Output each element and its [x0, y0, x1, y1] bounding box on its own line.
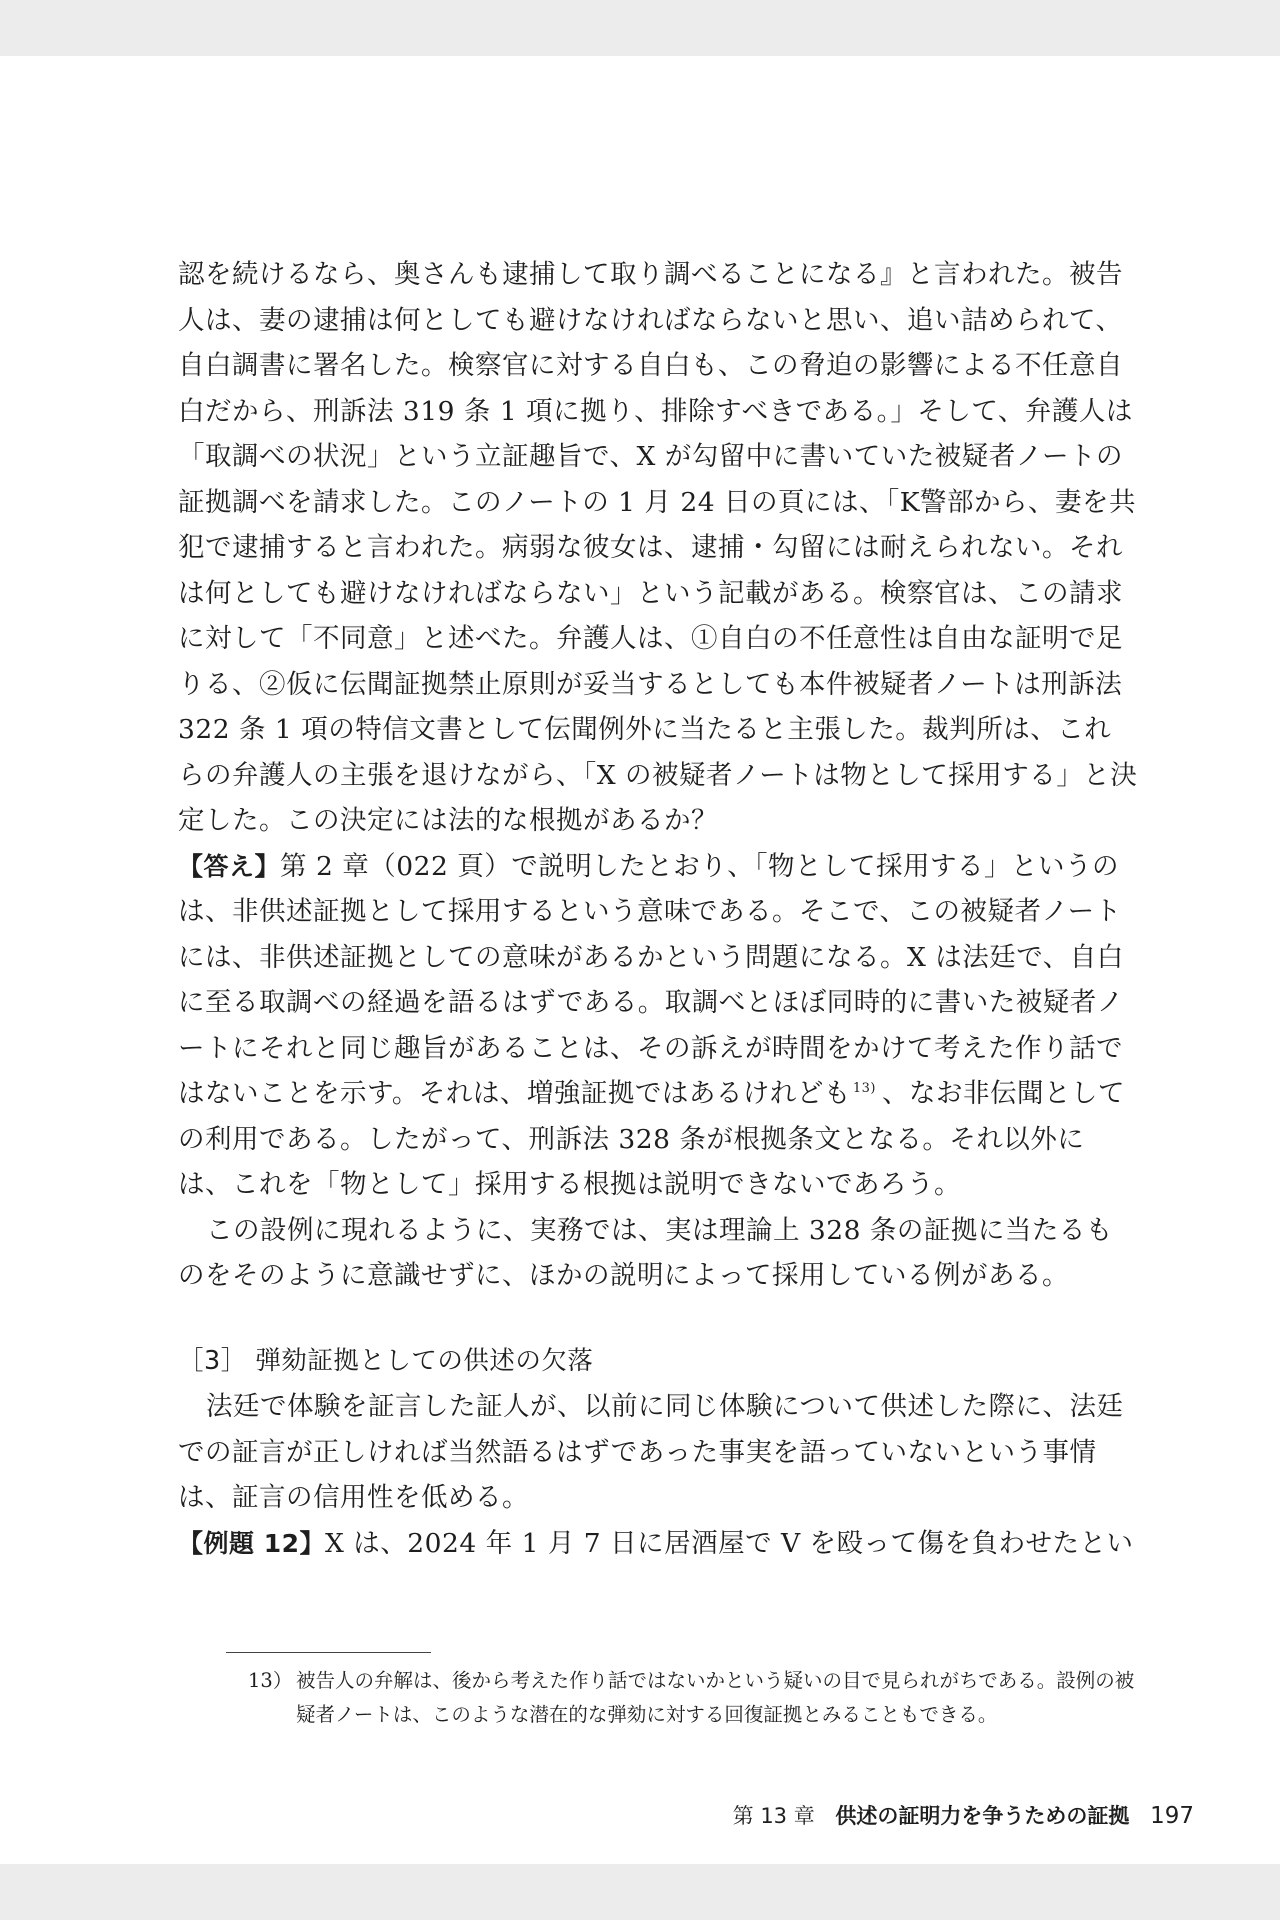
running-footer — [733, 1800, 1194, 1830]
body-text — [178, 252, 1138, 1566]
chapter-title: 供述の証明力を争うための証拠 — [835, 1804, 1130, 1828]
footnote-marker: 13） — [248, 1669, 293, 1692]
footnote-reference[interactable]: 13) — [852, 1081, 877, 1097]
footnote-item — [248, 1664, 1148, 1732]
paragraph-continued: 認を続けるなら、奥さんも逮捕して取り調べることになる』と言われた。被告人は、妻の逮捕は何としても避けなければならないと思い、追い詰められて、自白調書に署名した。検察官に対する自白も、この脅迫の影響による不任意自白だから、刑訴法 319 条 1 項に拠り、排除すべきである。」そして、弁護人は「取調べの状況」という立証趣旨で、X が勾留中に書いていた被疑者ノートの証拠調べを請求した。このノートの 1 月 24 日の頁には、「K警部から、妻を共犯で逮捕すると言われた。病弱な彼女は、逮捕・勾留には耐えられない。それは何としても避けなければならない」という記載がある。検察官は、この請求に対して「不同意」と述べた。弁護人は、①自白の不任意性は自由な証明で足りる、②仮に伝聞証拠禁止原則が妥当するとしても本件被疑者ノートは刑訴法 322 条 1 項の特信文書として伝聞例外に当たると主張した。裁判所は、これらの弁護人の主張を退けながら、「X の被疑者ノートは物として採用する」と決定した。この決定には法的な根拠があるか？ — [178, 259, 1138, 836]
paragraph-example — [178, 1521, 1138, 1567]
chapter-number: 第 13 章 — [732, 1804, 815, 1828]
footnote-text: 被告人の弁解は、後から考えた作り話ではないかという疑いの目で見られがちである。設例の被疑者ノートは、このような潜在的な弾劾に対する回復証拠とみることもできる。 — [296, 1669, 1135, 1726]
example-label: 【例題 12】 — [178, 1528, 325, 1558]
page-number: 197 — [1150, 1803, 1194, 1829]
section-heading: ［3］ 弾劾証拠としての供述の欠落 — [178, 1345, 594, 1376]
example-text: X は、2024 年 1 月 7 日に居酒屋で V を殴って傷を負わせたとい — [325, 1527, 1134, 1559]
footnote-divider — [226, 1652, 431, 1653]
answer-text-a: 第 2 章（022 頁）で説明したとおり、「物として採用する」というのは、非供述証拠として採用するという意味である。そこで、この被疑者ノートには、非供述証拠としての意味があるかという問題になる。X は法廷で、自白に至る取調べの経過を語るはずである。取調べとほぼ同時的に書いた被疑者ノートにそれと同じ趣旨があることは、その訴えが時間をかけて考えた作り話ではないことを示す。それは、増強証拠ではあるけれども — [178, 850, 1124, 1109]
paragraph-answer — [178, 844, 1138, 1208]
footnotes — [248, 1664, 1148, 1732]
answer-text-b: 、なお非伝聞としての利用である。したがって、刑訴法 328 条が根拠条文となる。それ以外には、これを「物として」採用する根拠は説明できないであろう。 — [178, 1078, 1126, 1200]
answer-label: 【答え】 — [178, 851, 281, 881]
book-page — [0, 56, 1280, 1864]
paragraph-practice: この設例に現れるように、実務では、実は理論上 328 条の証拠に当たるものをそのように意識せずに、ほかの説明によって採用している例がある。 — [178, 1214, 1113, 1291]
paragraph-impeachment: 法廷で体験を証言した証人が、以前に同じ体験について供述した際に、法廷での証言が正しければ当然語るはずであった事実を語っていないという事情は、証言の信用性を低める。 — [178, 1391, 1124, 1513]
